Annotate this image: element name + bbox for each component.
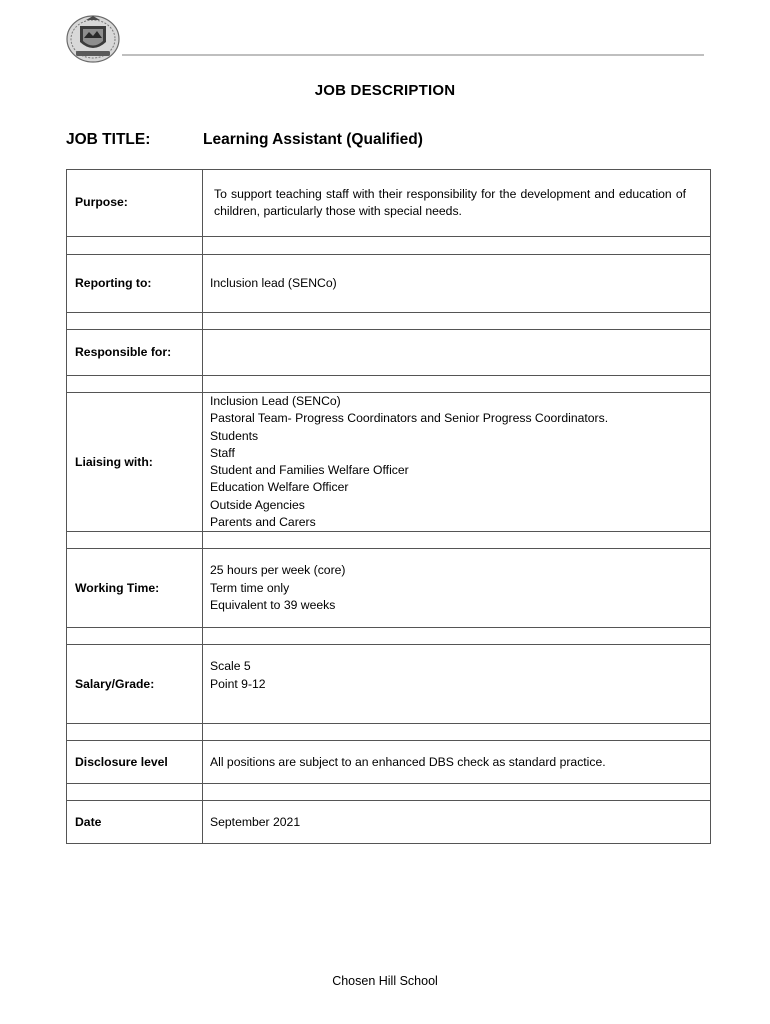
purpose-value: To support teaching staff with their responsibility for the development and education of children, particularly those with special needs.: [203, 170, 711, 237]
job-title-label: JOB TITLE:: [66, 131, 151, 148]
working-time-value: [203, 549, 711, 628]
salary-label: Salary/Grade:: [67, 645, 203, 724]
salary-line: Scale 5: [210, 659, 251, 674]
salary-line: Point 9-12: [210, 676, 266, 691]
purpose-label: Purpose:: [67, 170, 203, 237]
working-time-label: Working Time:: [67, 549, 203, 628]
disclosure-value: All positions are subject to an enhanced DBS check as standard practice.: [203, 741, 711, 784]
spacer-row: [67, 237, 711, 255]
document-heading: JOB DESCRIPTION: [314, 82, 456, 99]
table-row-salary: [67, 645, 711, 724]
spacer-row: [67, 784, 711, 801]
table-row-responsible: [67, 330, 711, 376]
spacer-row: [67, 313, 711, 330]
table-row-working-time: [67, 549, 711, 628]
responsible-label: Responsible for:: [67, 330, 203, 376]
liaising-line: Education Welfare Officer: [210, 480, 349, 495]
table-row-date: [67, 801, 711, 844]
liaising-line: Pastoral Team- Progress Coordinators and Senior Progress Coordinators.: [210, 411, 609, 426]
date-value: September 2021: [203, 801, 711, 844]
header-rule: [122, 54, 704, 56]
working-time-line: Equivalent to 39 weeks: [210, 598, 336, 613]
spacer-row: [67, 628, 711, 645]
salary-value: [203, 645, 711, 724]
spacer-row: [67, 724, 711, 741]
footer-school-name: Chosen Hill School: [332, 974, 438, 988]
liaising-line: Parents and Carers: [210, 515, 316, 530]
liaising-line: Students: [210, 428, 259, 443]
school-crest-icon: [64, 14, 122, 64]
reporting-value: Inclusion lead (SENCo): [203, 255, 711, 313]
disclosure-label: Disclosure level: [67, 741, 203, 784]
table-row-reporting: [67, 255, 711, 313]
job-title-value: Learning Assistant (Qualified): [203, 131, 423, 148]
table-row-disclosure: [67, 741, 711, 784]
liaising-label: Liaising with:: [67, 393, 203, 532]
date-label: Date: [67, 801, 203, 844]
working-time-line: 25 hours per week (core): [210, 563, 346, 578]
table-row-purpose: [67, 170, 711, 237]
working-time-line: Term time only: [210, 580, 290, 595]
liaising-line: Student and Families Welfare Officer: [210, 463, 409, 478]
liaising-line: Staff: [210, 445, 235, 460]
liaising-line: Inclusion Lead (SENCo): [210, 394, 341, 408]
table-row-liaising: [67, 393, 711, 532]
liaising-line: Outside Agencies: [210, 497, 305, 512]
responsible-value: [203, 330, 711, 376]
liaising-value: [203, 393, 711, 532]
reporting-label: Reporting to:: [67, 255, 203, 313]
job-description-table: [66, 169, 711, 844]
spacer-row: [67, 532, 711, 549]
spacer-row: [67, 376, 711, 393]
